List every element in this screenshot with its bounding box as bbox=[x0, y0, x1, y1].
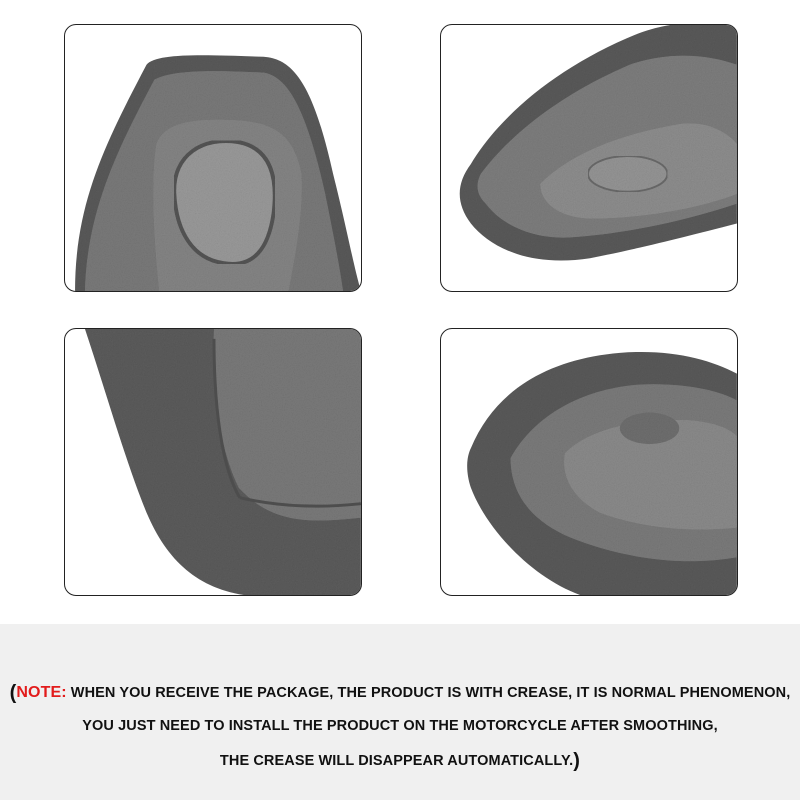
product-photo-3 bbox=[64, 328, 362, 596]
notice-line-2 bbox=[0, 718, 800, 734]
notice-banner bbox=[0, 624, 800, 800]
felt-liner-image-3 bbox=[65, 329, 361, 595]
felt-liner-image-2 bbox=[441, 25, 737, 291]
notice-text-3: THE CREASE WILL DISAPPEAR AUTOMATICALLY. bbox=[219, 753, 574, 769]
product-photo-4 bbox=[440, 328, 738, 596]
notice-text-1: WHEN YOU RECEIVE THE PACKAGE, THE PRODUCT IS WITH CREASE, IT IS NORMAL PHENOMENON, bbox=[66, 685, 791, 701]
notice-line-1 bbox=[0, 682, 800, 705]
notice-close-paren: ) bbox=[573, 750, 581, 772]
felt-liner-image-4 bbox=[441, 329, 737, 595]
notice-label: NOTE: bbox=[16, 684, 67, 701]
notice-line-3 bbox=[0, 750, 800, 773]
notice-open-paren: ( bbox=[9, 682, 17, 704]
notice-text-2: YOU JUST NEED TO INSTALL THE PRODUCT ON THE MOTORCYCLE AFTER SMOOTHING, bbox=[82, 718, 718, 734]
product-photo-1 bbox=[64, 24, 362, 292]
product-photo-2 bbox=[440, 24, 738, 292]
felt-liner-image-1 bbox=[65, 25, 361, 291]
